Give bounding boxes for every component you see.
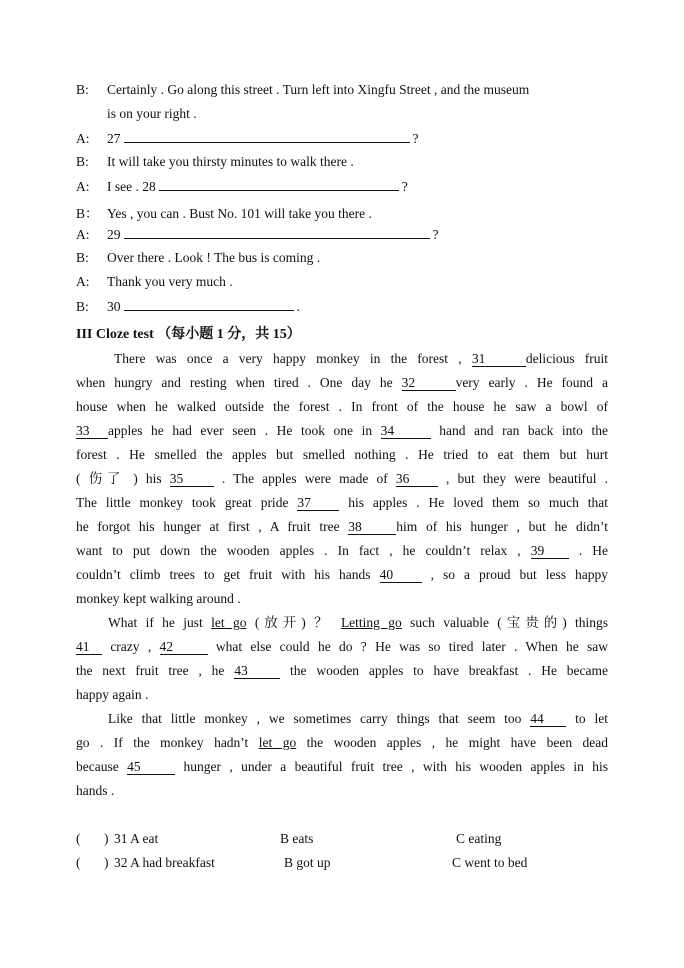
text-run: There was once a very happy monkey in the forest , [114, 351, 462, 366]
dialogue-text: Certainly . Go along this street . Turn left into Xingfu Street , and the museum [107, 82, 530, 97]
cloze-blank-35[interactable]: 35 [170, 472, 214, 487]
text-run: What if he just [108, 615, 203, 630]
text-run: hand and ran back into the [439, 423, 608, 438]
cloze-blank-32[interactable]: 32 [402, 376, 456, 391]
dialogue-text: It will take you thirsty minutes to walk there . [107, 154, 354, 169]
text-run: the wooden apples to have breakfast . He became [290, 663, 609, 678]
paragraph-line: forest . He smelled the apples but smelled nothing . He tried to eat them but hurt [76, 447, 608, 462]
cloze-blank-43[interactable]: 43 [234, 664, 280, 679]
paragraph-line [76, 419, 608, 443]
text-run: him of his hunger , but he didn’t [396, 519, 608, 534]
option-a[interactable]: 32 A had breakfast [114, 855, 215, 870]
cloze-paragraph-3 [76, 707, 608, 803]
paragraph-line [76, 467, 608, 491]
text-run: , so a proud but less happy [430, 567, 609, 582]
cloze-blank-41[interactable]: 41 [76, 640, 102, 655]
cloze-blank-37[interactable]: 37 [297, 496, 339, 511]
dialogue-text: Yes , you can . Bust No. 101 will take you there . [107, 206, 372, 221]
text-run: ( 伤了 ) his [76, 471, 162, 486]
text-run: . The apples were made of [221, 471, 388, 486]
dialogue-text: I see . 28 [107, 179, 156, 194]
cloze-blank-44[interactable]: 44 [530, 712, 566, 727]
text-run: very early . He found a [455, 375, 609, 390]
answer-paren-close[interactable]: ) [104, 831, 109, 846]
paragraph-line [76, 539, 608, 563]
text-run: go . If the monkey hadn’t [76, 735, 249, 750]
option-b[interactable]: B got up [284, 855, 331, 870]
speaker-label: A: [76, 274, 90, 289]
speaker-label: B： [76, 206, 99, 221]
dialogue-line-b2 [76, 154, 616, 170]
answer-blank-30[interactable] [124, 298, 294, 311]
text-run: he forgot his hunger at first , A fruit tree [76, 519, 340, 534]
option-b[interactable]: B eats [280, 831, 314, 846]
text-run: want to put down the wooden apples . In fact , he couldn’t relax , [76, 543, 521, 558]
text-run: . He [578, 543, 609, 558]
cloze-blank-31[interactable]: 31 [472, 352, 526, 367]
dialogue-line-b3 [76, 202, 616, 222]
cloze-blank-39[interactable]: 39 [531, 544, 569, 559]
text-run: , but they were beautiful . [445, 471, 609, 486]
text-run: the wooden apples , he might have been dead [306, 735, 609, 750]
cloze-blank-45[interactable]: 45 [127, 760, 175, 775]
text-run: crazy , [110, 639, 152, 654]
text-run: to let [575, 711, 609, 726]
cloze-paragraph-2 [76, 611, 608, 707]
paragraph-line [76, 515, 608, 539]
paragraph-line: happy again . [76, 687, 149, 702]
dialogue-line-a27 [76, 130, 616, 147]
dialogue-line-a29 [76, 226, 616, 243]
speaker-label: A: [76, 131, 90, 146]
paragraph-line [76, 659, 608, 683]
cloze-blank-40[interactable]: 40 [380, 568, 422, 583]
text-run: (放开) ？ [254, 615, 333, 630]
answer-blank-27[interactable] [124, 130, 410, 143]
option-c[interactable]: C eating [456, 831, 502, 846]
cloze-blank-38[interactable]: 38 [348, 520, 396, 535]
dialogue-text: Thank you very much . [107, 274, 233, 289]
dialogue-end-mark: ? [401, 179, 408, 194]
text-run: such valuable (宝贵的) things [410, 615, 609, 630]
section-heading: III Cloze test （每小题 1 分，共 15） [76, 327, 301, 342]
speaker-label: A: [76, 179, 90, 194]
answer-paren-open[interactable]: ( [76, 855, 81, 870]
paragraph-line [76, 371, 608, 395]
text-run: couldn’t climb trees to get fruit with his hands [76, 567, 371, 582]
dialogue-text: 27 [107, 131, 121, 146]
cloze-blank-36[interactable]: 36 [396, 472, 438, 487]
text-run: hunger , under a beautiful fruit tree , with his wooden apples in his [183, 759, 608, 774]
cloze-blank-33[interactable]: 33 [76, 424, 108, 439]
dialogue-line-b5 [76, 298, 616, 315]
paragraph-line [76, 755, 608, 779]
paragraph-line [76, 563, 608, 587]
answer-paren-close[interactable]: ) [104, 855, 109, 870]
paragraph-line: monkey kept walking around . [76, 591, 241, 606]
dialogue-text: Over there . Look ! The bus is coming . [107, 250, 321, 265]
text-run: apples he had ever seen . He took one in [108, 423, 373, 438]
answer-paren-open[interactable]: ( [76, 831, 81, 846]
paragraph-line [76, 635, 608, 659]
dialogue-text: 29 [107, 227, 121, 242]
cloze-blank-42[interactable]: 42 [160, 640, 208, 655]
text-run: delicious fruit [525, 351, 609, 366]
underlined-phrase: let go [211, 615, 247, 630]
speaker-label: B: [76, 154, 89, 169]
text-run: when hungry and resting when tired . One day he [76, 375, 393, 390]
dialogue-line-a30 [76, 274, 616, 290]
underlined-phrase: let go [258, 735, 297, 750]
cloze-blank-34[interactable]: 34 [381, 424, 431, 439]
paragraph-line [76, 707, 608, 731]
text-run: Like that little monkey , we sometimes carry things that seem too [108, 711, 522, 726]
paragraph-line [76, 611, 608, 635]
speaker-label: B: [76, 299, 89, 314]
text-run: The little monkey took great pride [76, 495, 289, 510]
text-run: what else could he do ? He was so tired later . When he saw [215, 639, 609, 654]
dialogue-line-b1 [76, 82, 616, 98]
dialogue-line-b4 [76, 250, 616, 266]
option-c[interactable]: C went to bed [452, 855, 528, 870]
paragraph-line [76, 491, 608, 515]
speaker-label: B: [76, 82, 89, 97]
answer-blank-28[interactable] [159, 178, 399, 191]
paragraph-line: house when he walked outside the forest . In front of the house he saw a bowl of [76, 399, 608, 414]
dialogue-line-b1-continued: is on your right . [107, 106, 197, 121]
cloze-paragraph-1 [76, 347, 608, 611]
underlined-phrase: Letting go [340, 615, 402, 630]
text-run: because [76, 759, 119, 774]
dialogue-end-mark: . [296, 299, 300, 314]
dialogue-line-a28 [76, 178, 616, 195]
paragraph-line [76, 731, 608, 755]
dialogue-end-mark: ? [412, 131, 419, 146]
speaker-label: A: [76, 227, 90, 242]
paragraph-line [76, 347, 608, 371]
dialogue-text: 30 [107, 299, 121, 314]
dialogue-end-mark: ? [432, 227, 439, 242]
speaker-label: B: [76, 250, 89, 265]
answer-blank-29[interactable] [124, 226, 430, 239]
paragraph-line: hands . [76, 783, 115, 798]
option-a[interactable]: 31 A eat [114, 831, 159, 846]
text-run: the next fruit tree , he [76, 663, 225, 678]
text-run: his apples . He loved them so much that [348, 495, 609, 510]
